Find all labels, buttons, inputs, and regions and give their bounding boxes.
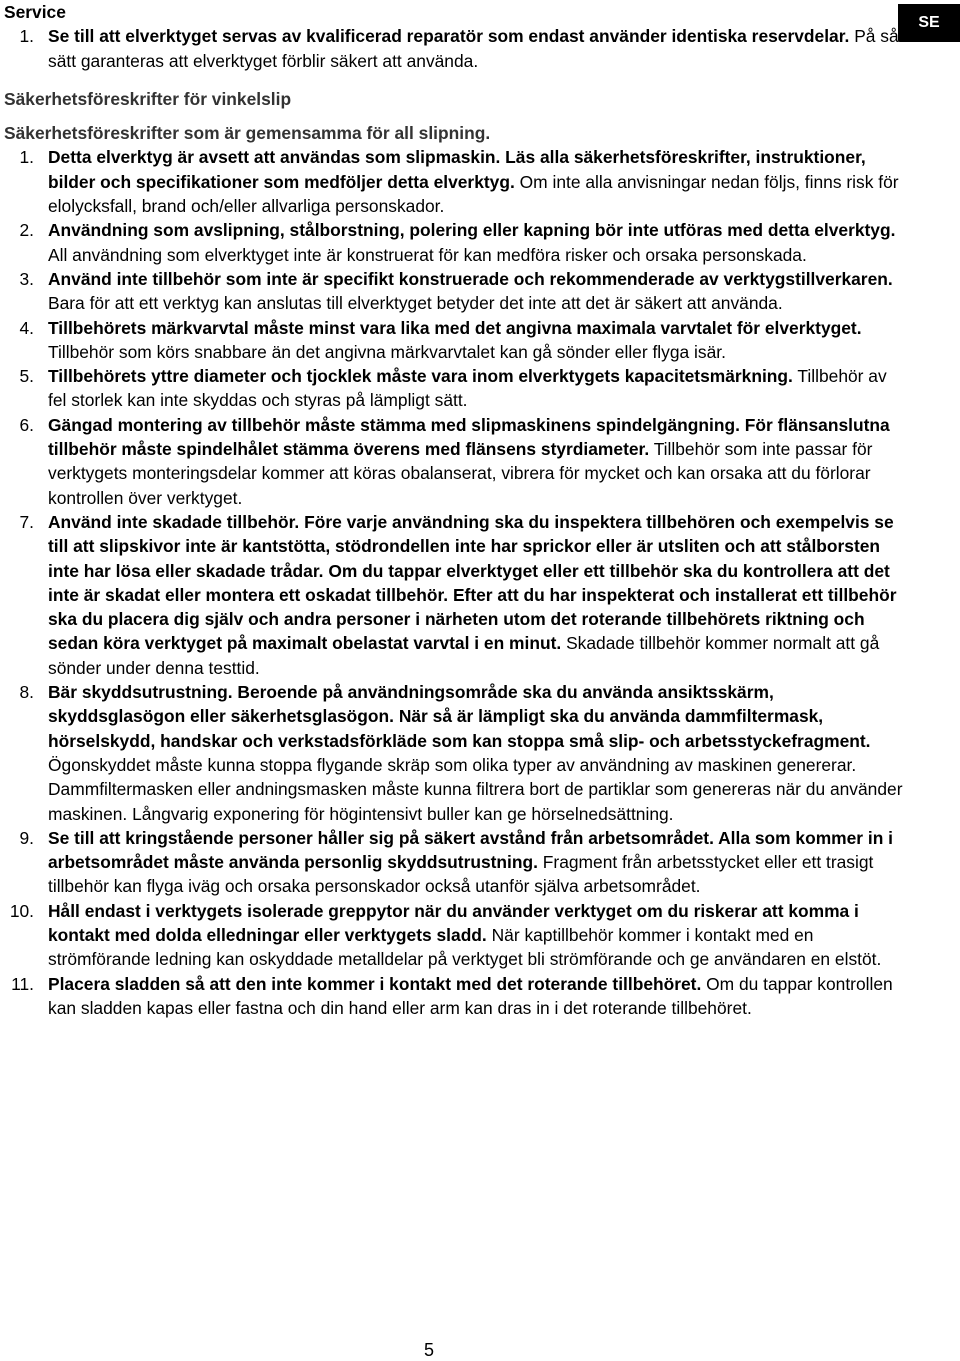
list-item (4, 24, 904, 73)
item-lead: Se till att kringstående personer håller sig på säkert avstånd från arbetsområdet. Alla som kommer in i arbetsområdet måste använda personlig skyddsutrustning. (48, 827, 894, 873)
item-number: 11. (11, 973, 34, 994)
list-item (4, 413, 904, 510)
item-lead: Placera sladden så att den inte kommer i kontakt med det roterande tillbehöret. (48, 973, 702, 994)
item-lead: Använd inte skadade tillbehör. Före varje användning ska du inspektera tillbehören och exempelvis se till att slipskivor inte är kantstötta, stödrondellen inte har sprickor eller är utsliten och att stålborsten inte har lösa eller skadade trådar. Om du tappar elverktyget eller ett tillbehör ska du kontrollera att det inte är skadat eller montera ett oskadat tillbehör. Efter att du har inspekterat och installerat ett tillbehör ska du placera dig själv och andra personer i närheten utom det roterande tillbehörets riktning och sedan köra verktyget på maximalt obelastat varvtal i en minut. (48, 511, 897, 654)
list-item (4, 972, 904, 1021)
document-page (4, 0, 904, 1020)
item-text: När kaptillbehör kommer i kontakt med en strömförande ledning kan oskyddade metalldelar på verktyget bli strömförande och ge användaren en elstöt. (48, 924, 882, 970)
item-number: 7. (19, 511, 34, 532)
item-number: 5. (19, 366, 34, 387)
item-number: 1. (19, 147, 34, 168)
list-item (4, 145, 904, 218)
list-item (4, 364, 904, 413)
item-lead: Tillbehörets märkvarvtal måste minst vara lika med det angivna maximala varvtalet för elverktyget. (48, 317, 862, 338)
list-item (4, 267, 904, 316)
item-lead: Använd inte tillbehör som inte är specifikt konstruerade och rekommenderade av verktygstillverkaren. (48, 268, 893, 289)
item-number: 10. (9, 900, 34, 921)
item-text: Tillbehör som inte passar för verktygets monteringsdelar kommer att köras obalanserat, vibrera för mycket och kan orsaka att du förlorar kontrollen över verktyget. (48, 439, 873, 508)
list-item (4, 218, 904, 267)
item-text: Om inte alla anvisningar nedan följs, finns risk för elolycksfall, brand och/eller allvarliga personskador. (48, 171, 899, 217)
item-lead: Användning som avslipning, stålborstning, polering eller kapning bör inte utföras med detta elverktyg. (48, 220, 896, 241)
item-text: På så sätt garanteras att elverktyget förblir säkert att använda. (48, 26, 899, 71)
item-lead: Håll endast i verktygets isolerade greppytor när du använder verktyget om du riskerar att komma i kontakt med dolda elledningar eller verktygets sladd. (48, 900, 859, 945)
service-list (4, 24, 904, 73)
item-text: Om du tappar kontrollen kan sladden kapas eller fastna och din hand eller arm kan dras in i det roterande tillbehöret. (48, 973, 893, 1018)
item-text: Ögonskyddet måste kunna stoppa flygande skräp som olika typer av användning av maskinen genererar. Dammfiltermasken eller andningsmasken måste kunna filtrera bort de partiklar som genereras när du använder maskinen. Långvarig exponering för högintensivt buller kan ge hörselnedsättning. (48, 754, 903, 824)
list-item (4, 899, 904, 972)
language-badge: SE (898, 4, 960, 42)
item-number: 8. (19, 682, 34, 703)
item-number: 4. (19, 317, 34, 338)
item-text: Tillbehör som körs snabbare än det angivna märkvarvtalet kan gå sönder eller flyga isär. (48, 341, 726, 362)
item-text: Bara för att ett verktyg kan anslutas till elverktyget betyder det inte att det är säkert att använda. (48, 293, 783, 314)
item-lead: Se till att elverktyget servas av kvalificerad reparatör som endast använder identiska reservdelar. (48, 26, 850, 47)
list-item (4, 510, 904, 680)
item-number: 3. (19, 268, 34, 289)
safety-list (4, 145, 904, 1020)
item-number: 1. (19, 26, 34, 47)
item-lead: Bär skyddsutrustning. Beroende på användningsområde ska du använda ansiktsskärm, skyddsglasögon eller säkerhetsglasögon. När så är lämpligt ska du använda dammfiltermask, hörselskydd, handskar och verkstadsförkläde som kan stoppa små slip- och arbetsstyckefragment. (48, 682, 871, 751)
item-number: 2. (19, 220, 34, 241)
item-text: All användning som elverktyget inte är konstruerat för kan medföra risker och orsaka personskada. (48, 244, 807, 265)
safety-heading: Säkerhetsföreskrifter för vinkelslip (4, 88, 292, 109)
list-item (4, 680, 904, 826)
item-lead: Gängad montering av tillbehör måste stämma med slipmaskinens spindelgängning. För flänsanslutna tillbehör måste spindelhålet stämma överens med flänsens styrdiameter. (48, 414, 890, 460)
item-text: Tillbehör av fel storlek kan inte skyddas och styras på lämpligt sätt. (48, 366, 887, 411)
service-heading: Service (4, 2, 66, 22)
list-item (4, 316, 904, 365)
item-lead: Tillbehörets yttre diameter och tjocklek måste vara inom elverktygets kapacitetsmärkning. (48, 366, 793, 387)
item-text: Fragment från arbetsstycket eller ett trasigt tillbehör kan flyga iväg och orsaka personskador också utanför själva arbetsområdet. (48, 852, 874, 897)
item-number: 9. (19, 827, 34, 848)
item-lead: Detta elverktyg är avsett att användas som slipmaskin. Läs alla säkerhetsföreskrifter, instruktioner, bilder och specifikationer som medföljer detta elverktyg. (48, 147, 866, 192)
page-number: 5 (424, 1340, 435, 1360)
safety-subheading: Säkerhetsföreskrifter som är gemensamma för all slipning. (4, 123, 491, 144)
item-text: Skadade tillbehör kommer normalt att gå sönder under denna testtid. (48, 633, 880, 678)
item-number: 6. (19, 414, 34, 435)
list-item (4, 826, 904, 899)
